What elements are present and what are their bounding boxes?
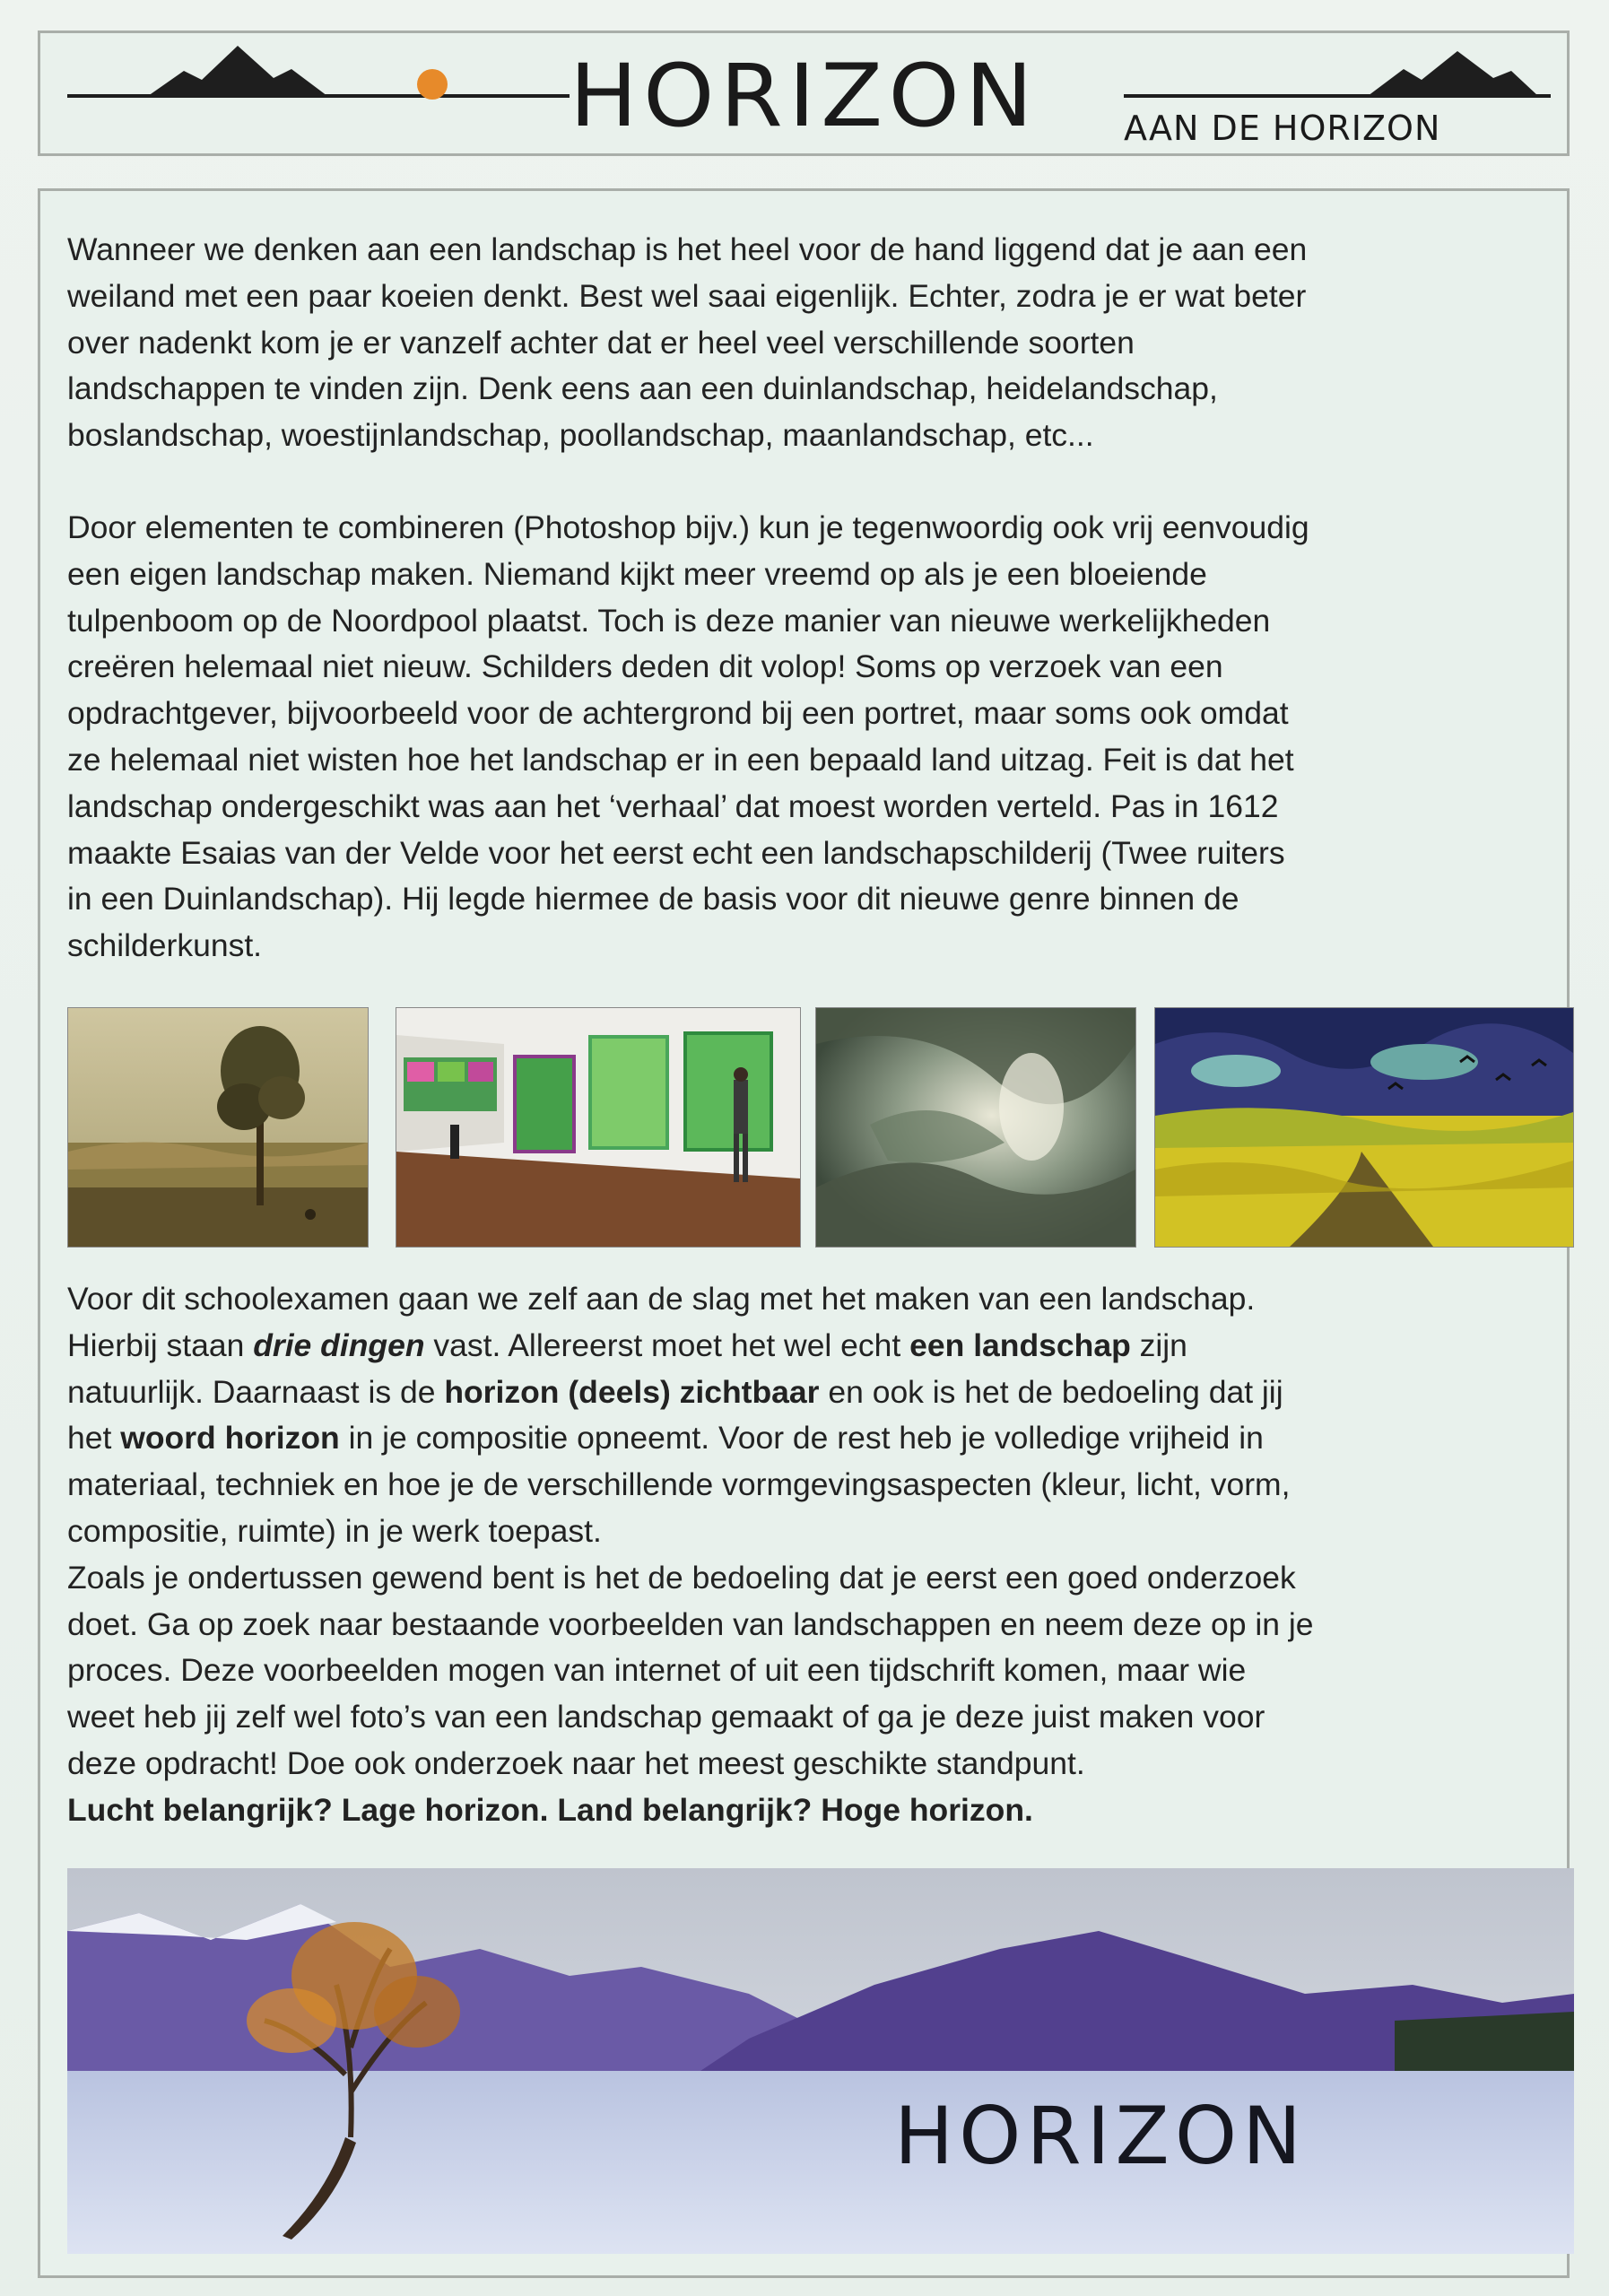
text-line: Door elementen te combineren (Photoshop bijv.) kun je tegenwoordig ook vrij eenvoudig xyxy=(67,509,1309,545)
text-line: schilderkunst. xyxy=(67,927,263,964)
sun-icon xyxy=(417,69,448,100)
text-line: opdrachtgever, bijvoorbeeld voor de achtergrond bij een portret, maar soms ook omdat xyxy=(67,695,1289,732)
text-line: materiaal, techniek en hoe je de verschillende vormgevingsaspecten (kleur, licht, vorm, xyxy=(67,1466,1291,1503)
text-line: weet heb jij zelf wel foto’s van een landschap gemaakt of ga je deze juist maken voor xyxy=(67,1699,1265,1735)
emphasis-word-horizon: woord horizon xyxy=(120,1420,340,1457)
text-span: en ook is het de bedoeling dat jij xyxy=(819,1373,1283,1410)
header-box xyxy=(38,30,1570,156)
text-line: ze helemaal niet wisten hoe het landschap er in een bepaald land uitzag. Feit is dat het xyxy=(67,741,1294,778)
text-line: weiland met een paar koeien denkt. Best wel saai eigenlijk. Echter, zodra je er wat beter xyxy=(67,277,1307,314)
text-span: in je compositie opneemt. Voor de rest heb je volledige vrijheid in xyxy=(339,1420,1264,1457)
text-line: deze opdracht! Doe ook onderzoek naar het meest geschikte standpunt. xyxy=(67,1744,1085,1781)
text-line: boslandschap, woestijnlandschap, poollandschap, maanlandschap, etc... xyxy=(67,417,1094,454)
text-line: over nadenkt kom je er vanzelf achter dat er heel veel verschillende soorten xyxy=(67,324,1135,361)
text-line xyxy=(67,1415,1547,1462)
banner-horizon-text: HORIZON xyxy=(894,2090,1307,2182)
text-line: een eigen landschap maken. Niemand kijkt meer vreemd op als je een bloeiende xyxy=(67,555,1207,592)
history-paragraph xyxy=(67,505,1547,970)
content-box xyxy=(38,188,1570,2278)
text-span: Hierbij staan xyxy=(67,1326,254,1363)
text-span: het xyxy=(67,1420,121,1457)
horizon-banner-image xyxy=(67,1868,1574,2254)
text-line xyxy=(67,1370,1547,1416)
text-line: landschappen te vinden zijn. Denk eens aan een duinlandschap, heidelandschap, xyxy=(67,370,1218,407)
text-line: creëren helemaal niet nieuw. Schilders deden dit volop! Soms op verzoek van een xyxy=(67,648,1223,685)
text-line xyxy=(67,1323,1547,1370)
museum-gallery-photo xyxy=(396,1007,801,1248)
page-title: HORIZON xyxy=(570,46,1039,146)
painting-stormy-sea-image xyxy=(815,1007,1136,1248)
text-line: Voor dit schoolexamen gaan we zelf aan de slag met het maken van een landschap. xyxy=(67,1281,1256,1317)
text-line: tulpenboom op de Noordpool plaatst. Toch is deze manier van nieuwe werkelijkheden xyxy=(67,602,1271,639)
text-line: Wanneer we denken aan een landschap is het heel voor de hand liggend dat je aan een xyxy=(67,231,1308,267)
page-subtitle: AAN DE HORIZON xyxy=(1124,109,1441,148)
text-line: doet. Ga op zoek naar bestaande voorbeelden van landschappen en neem deze op in je xyxy=(67,1605,1314,1642)
text-line: maakte Esaias van der Velde voor het eerst echt een landschapschilderij (Twee ruiters xyxy=(67,834,1285,871)
text-line: proces. Deze voorbeelden mogen van internet of uit een tijdschrift komen, maar wie xyxy=(67,1652,1247,1689)
emphasis-horizon-visible: horizon (deels) zichtbaar xyxy=(444,1373,820,1410)
text-span: natuurlijk. Daarnaast is de xyxy=(67,1373,445,1410)
painting-wheatfield-crows-image xyxy=(1154,1007,1574,1248)
mountain-right-icon xyxy=(1368,51,1538,96)
text-span: zijn xyxy=(1130,1326,1187,1363)
text-line: landschap ondergeschikt was aan het ‘verhaal’ dat moest worden verteld. Pas in 1612 xyxy=(67,787,1279,824)
text-line: compositie, ruimte) in je werk toepast. xyxy=(67,1512,602,1549)
emphasis-landscape: een landschap xyxy=(909,1326,1131,1363)
emphasis-three-things: drie dingen xyxy=(253,1326,425,1363)
assignment-paragraph xyxy=(67,1276,1547,1834)
painting-dune-landscape-image xyxy=(67,1007,369,1248)
text-line: Lucht belangrijk? Lage horizon. Land belangrijk? Hoge horizon. xyxy=(67,1791,1033,1828)
text-span: vast. Allereerst moet het wel echt xyxy=(424,1326,910,1363)
intro-paragraph xyxy=(67,227,1547,459)
text-line: in een Duinlandschap). Hij legde hiermee de basis voor dit nieuwe genre binnen de xyxy=(67,881,1239,918)
text-line: Zoals je ondertussen gewend bent is het de bedoeling dat je eerst een goed onderzoek xyxy=(67,1559,1296,1596)
mountain-left-icon xyxy=(148,46,327,96)
